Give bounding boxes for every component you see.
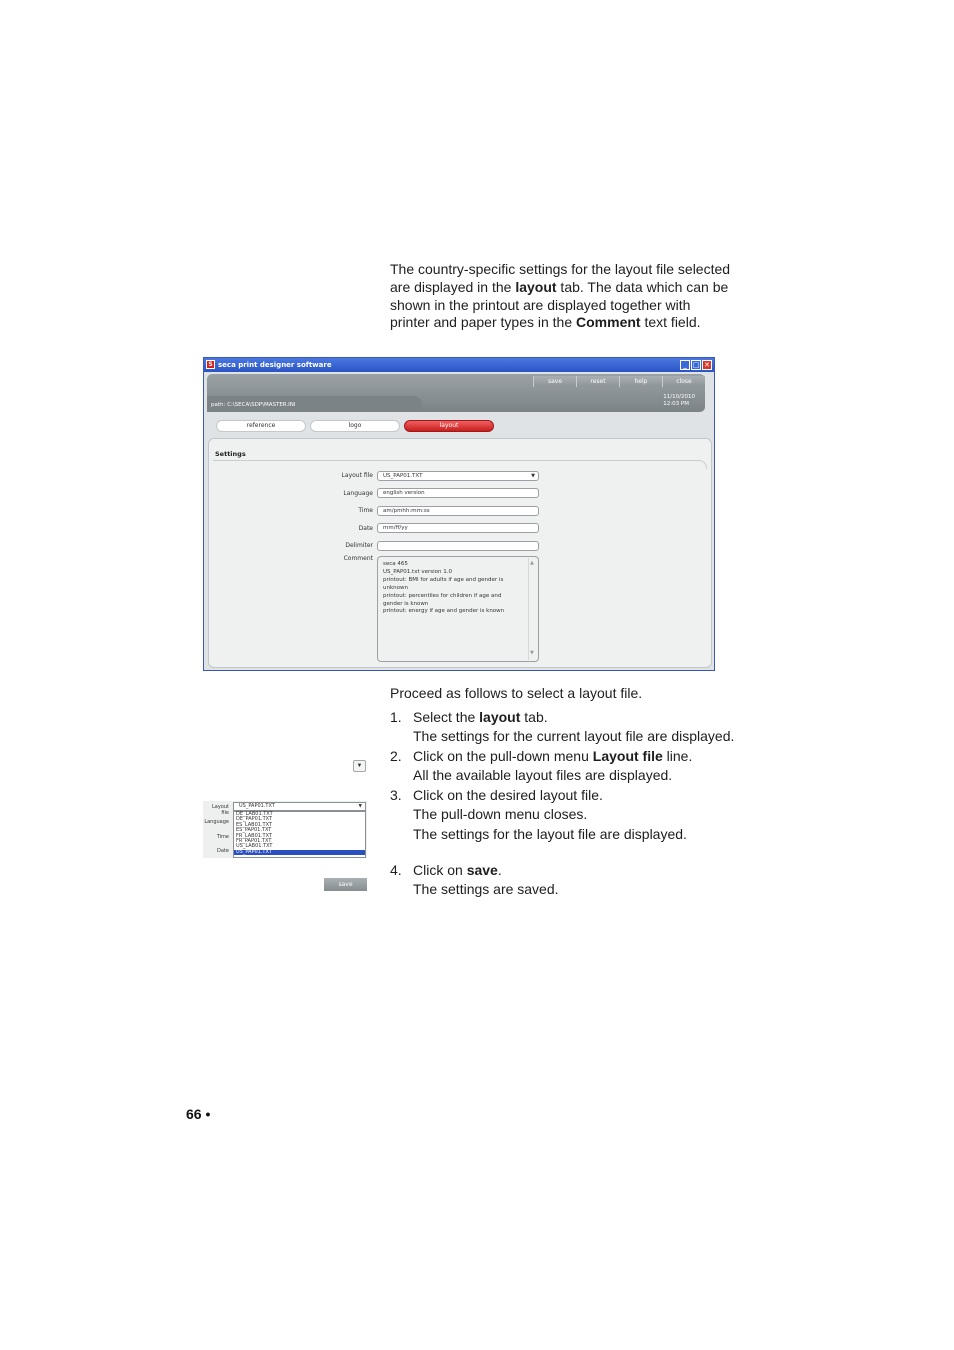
comment-line: unknown <box>383 584 408 591</box>
title-bar <box>204 358 714 372</box>
comment-textarea[interactable] <box>377 556 539 662</box>
step-text: Select the layout tab. <box>413 709 548 725</box>
chevron-down-icon: ▼ <box>356 763 363 769</box>
comment-label: Comment <box>343 555 373 562</box>
tab-layout[interactable]: layout <box>404 420 494 432</box>
tab-bar <box>216 420 496 432</box>
comment-line: printout: percentiles for children if age and <box>383 592 502 599</box>
time-text: 12:03 PM <box>663 401 689 407</box>
dropdown-option[interactable]: ES_PAP01.TXT <box>236 827 272 834</box>
step-3-result-1: The pull-down menu closes. <box>413 806 588 822</box>
steps-intro: Proceed as follows to select a layout file. <box>390 685 643 701</box>
scroll-down-icon[interactable]: ▼ <box>530 650 534 657</box>
step-4 <box>0 862 954 882</box>
time-label: Time <box>358 507 373 514</box>
step-1 <box>0 709 954 729</box>
dropdown-option[interactable]: FR_PAP01.TXT <box>236 837 272 844</box>
step-number: 3. <box>390 787 402 803</box>
time-label: Time <box>216 834 229 840</box>
dropdown-option[interactable]: ES_LAB01.TXT <box>236 821 272 828</box>
reset-button[interactable]: reset <box>576 376 619 387</box>
minimize-icon[interactable]: _ <box>680 360 690 370</box>
language-field[interactable]: english version <box>377 488 539 498</box>
intro-line-3: shown in the printout are displayed together with <box>390 296 691 313</box>
step-4-result: The settings are saved. <box>413 881 559 897</box>
delimiter-field[interactable] <box>377 541 539 551</box>
chevron-down-icon[interactable]: ▼ <box>358 804 362 809</box>
layout-file-value: US_PAP01.TXT <box>239 803 275 809</box>
dropdown-option[interactable]: DE_PAP01.TXT <box>236 816 273 823</box>
date-label: Date <box>358 525 373 532</box>
scroll-up-icon[interactable]: ▲ <box>530 560 534 566</box>
toolbar <box>533 376 705 387</box>
comment-line: gender is known <box>383 600 429 607</box>
step-text: Click on the desired layout file. <box>413 787 603 803</box>
comment-line: printout: BMI for adults if age and gender is <box>383 576 504 583</box>
step-2-result: All the available layout files are displayed. <box>413 767 673 783</box>
language-label: Language <box>204 819 229 825</box>
close-icon[interactable]: ✕ <box>702 360 712 370</box>
page-number: 66 • <box>186 1106 211 1122</box>
maximize-icon[interactable]: □ <box>692 361 700 369</box>
comment-line: US_PAP01.txt version 1.0 <box>383 568 453 575</box>
layout-file-label: Layout file <box>212 804 229 816</box>
step-2 <box>0 748 954 768</box>
intro-line-4: printer and paper types in the Comment text field. <box>390 314 701 331</box>
dropdown-button-illustration[interactable] <box>353 760 366 772</box>
comment-line: seca 465 <box>383 561 408 567</box>
step-3-result-2: The settings for the layout file are displayed. <box>413 826 687 842</box>
step-number: 1. <box>390 709 402 725</box>
app-header <box>207 374 705 412</box>
close-button[interactable]: close <box>662 376 705 387</box>
app-window-screenshot <box>203 357 715 671</box>
comment-scrollbar[interactable] <box>528 558 537 660</box>
tab-logo[interactable]: logo <box>310 420 400 432</box>
dropdown-option[interactable]: DE_LAB01.TXT <box>236 811 273 817</box>
date-time-display <box>663 394 695 408</box>
tab-reference[interactable]: reference <box>216 420 306 432</box>
dropdown-option[interactable]: US_LAB01.TXT <box>236 843 273 850</box>
layout-file-select[interactable] <box>233 802 366 811</box>
time-field[interactable]: am/pmhh:mm:ss <box>377 506 539 516</box>
dropdown-option-selected[interactable]: US_PAP01.TXT <box>234 850 365 855</box>
step-text: Click on save. <box>413 862 502 878</box>
path-tab <box>207 396 422 412</box>
date-label: Date <box>217 848 229 854</box>
step-1-result: The settings for the current layout file are displayed. <box>413 728 735 744</box>
layout-file-select[interactable] <box>377 471 539 481</box>
path-label: path: C:\SECA\SDP\MASTER.INI <box>211 402 296 408</box>
seca-logo-icon: S <box>206 360 215 369</box>
settings-panel <box>208 438 712 668</box>
layout-file-options <box>233 811 366 858</box>
window-title: seca print designer software <box>218 361 332 369</box>
step-number: 4. <box>390 862 402 878</box>
date-text: 11/10/2010 <box>663 394 695 400</box>
date-field[interactable]: mm/ff/yy <box>377 523 539 533</box>
step-text: Click on the pull-down menu Layout file line. <box>413 748 693 764</box>
layout-file-value: US_PAP01.TXT <box>383 473 423 479</box>
panel-divider <box>213 460 707 469</box>
intro-line-2: are displayed in the layout tab. The data which can be <box>390 278 729 295</box>
delimiter-label: Delimiter <box>345 542 373 549</box>
intro-line-1: The country-specific settings for the layout file selected <box>390 261 731 277</box>
settings-heading: Settings <box>215 450 246 458</box>
step-3 <box>0 787 954 807</box>
help-button[interactable]: help <box>619 376 662 387</box>
dropdown-option[interactable]: FR_LAB01.TXT <box>236 832 272 839</box>
language-label: Language <box>343 490 373 497</box>
intro-paragraph <box>390 261 740 332</box>
save-button[interactable]: save <box>533 376 576 387</box>
save-button-illustration[interactable]: save <box>324 878 367 891</box>
step-number: 2. <box>390 748 402 764</box>
chevron-down-icon[interactable]: ▼ <box>531 473 535 479</box>
layout-file-label: Layout file <box>341 472 373 479</box>
comment-line: printout: energy if age and gender is known <box>383 608 505 615</box>
dropdown-open-screenshot <box>203 801 367 858</box>
